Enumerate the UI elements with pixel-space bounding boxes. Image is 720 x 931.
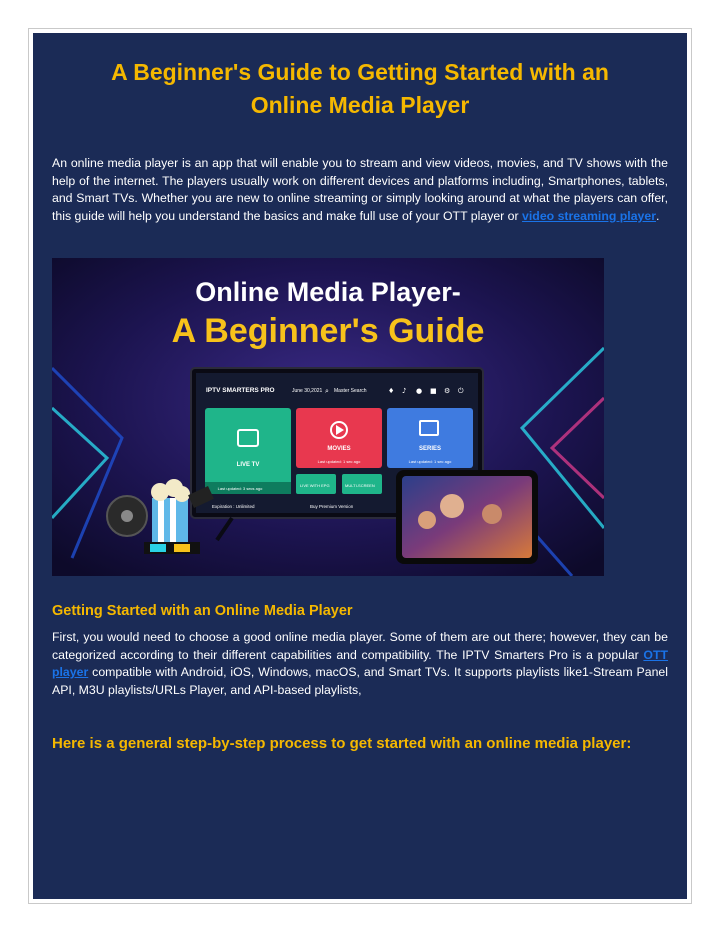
- tile-multiscreen-label: MULTI-SCREEN: [345, 483, 375, 488]
- tablet-illustration: [396, 470, 538, 564]
- tile-series-label: SERIES: [418, 446, 442, 452]
- hero-image: [52, 258, 604, 576]
- user-icon: ●: [416, 387, 423, 395]
- intro-paragraph: [52, 155, 668, 225]
- tile-series-updated: Last updated: 1 sec ago: [408, 459, 452, 464]
- tv-search-label: Master Search: [334, 388, 367, 394]
- tile-movies-label: MOVIES: [327, 446, 351, 452]
- tv-expiration: Expiration : Unlimited: [212, 504, 255, 509]
- section-text-end: compatible with Android, iOS, Windows, macOS, and Smart TVs. It supports playlists like1-Stream Panel API, M3U playlists/URLs Player, and API-based playlists,: [52, 665, 668, 697]
- hero-headline-line-2: A Beginner's Guide: [171, 312, 485, 350]
- tile-live-tv-label: LIVE TV: [236, 462, 260, 468]
- video-streaming-player-link[interactable]: video streaming player: [522, 208, 656, 223]
- tv-date: June 30,2021: [292, 388, 323, 394]
- tile-live-epg-label: LIVE WITH EPG: [300, 483, 330, 488]
- video-icon: ■: [430, 387, 437, 395]
- steps-heading: Here is a general step-by-step process to get started with an online media player:: [52, 735, 632, 752]
- section-paragraph: [52, 629, 668, 699]
- intro-text-end: .: [656, 208, 660, 223]
- hero-headline-line-1: Online Media Player-: [195, 277, 461, 307]
- document-title: [40, 56, 680, 122]
- gear-icon: ⚙: [444, 387, 451, 395]
- bell-icon: ♪: [402, 387, 407, 395]
- tile-live-tv-updated: Last updated: 3 secs ago: [217, 486, 263, 491]
- tile-movies-updated: Last updated: 1 sec ago: [317, 459, 361, 464]
- intro-text: An online media player is an app that will enable you to stream and view videos, movies, and TV shows with the help of the internet. The players usually work on different devices and platforms including, Smartphones, tablets, and Smart TVs. Whether you are new to online streaming or simply looking around at what the players can offer, this guide will help you understand the basics and make full use of your OTT player or: [52, 156, 668, 223]
- ott-player-link[interactable]: OTT player: [52, 647, 668, 680]
- tv-premium: Buy Premium Version: [310, 504, 354, 509]
- section-text: First, you would need to choose a good online media player. Some of them are out there; however, they can be categorized according to their different capabilities and compatibility. The IPTV Smarters Pro is a popular: [52, 630, 668, 662]
- tv-brand: IPTV SMARTERS PRO: [206, 387, 275, 394]
- title-line-1: A Beginner's Guide to Getting Started with an: [111, 59, 609, 85]
- power-icon: ⏻: [458, 387, 464, 395]
- title-line-2: Online Media Player: [250, 92, 470, 118]
- search-icon: ⌕: [325, 387, 329, 395]
- section-heading: Getting Started with an Online Media Player: [52, 603, 353, 619]
- tile-live-tv: [205, 408, 291, 494]
- notification-icon: ♦: [388, 387, 395, 395]
